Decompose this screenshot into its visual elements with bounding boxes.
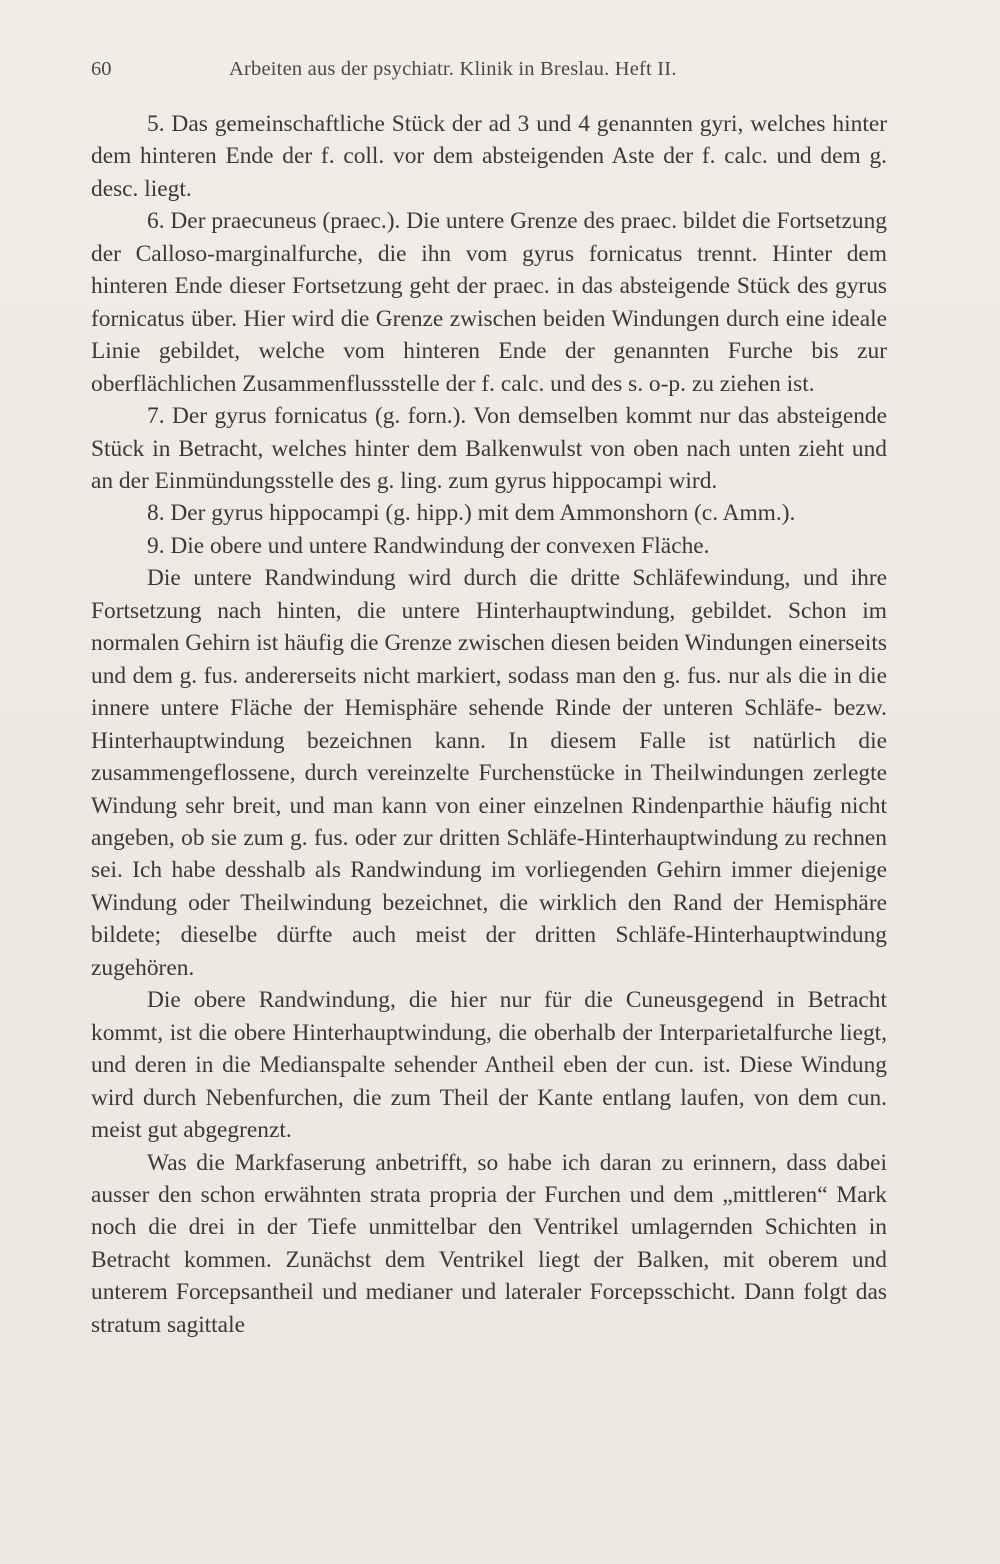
page-header <box>91 54 887 90</box>
body-text <box>91 108 887 1341</box>
paragraph-upper-marginal-gyrus: Die obere Randwindung, die hier nur für die Cuneusgegend in Betracht kommt, ist die obere Hinterhauptwindung, die oberhalb der Interparietalfurche liegt, und deren in die Medianspalte sehender Antheil eben der cun. ist. Diese Windung wird durch Nebenfurchen, die zum Theil der Kante entlang laufen, von dem cun. meist gut abgegrenzt. <box>91 987 887 1144</box>
paragraph-item-6: 6. Der praecuneus (praec.). Die untere Grenze des praec. bildet die Fortsetzung der Calloso-marginalfurche, die ihn vom gyrus fornicatus trennt. Hinter dem hinteren Ende dieser Fortsetzung geht der praec. in das absteigende Stück des gyrus fornicatus über. Hier wird die Grenze zwischen beiden Windungen durch eine ideale Linie gebildet, welche vom hinteren Ende der genannten Furche bis zur oberflächlichen Zusammenflussstelle der f. calc. und des s. o-p. zu ziehen ist. <box>91 208 887 397</box>
paragraph-lower-marginal-gyrus: Die untere Randwindung wird durch die dritte Schläfewindung, und ihre Fortsetzung nach hinten, die untere Hinterhauptwindung, gebildet. Schon im normalen Gehirn ist häufig die Grenze zwischen diesen beiden Windungen einerseits und dem g. fus. andererseits nicht markiert, sodass man den g. fus. nur als die in die innere untere Fläche der Hemisphäre sehende Rinde der unteren Schläfe- bezw. Hinterhauptwindung bezeichnen kann. In diesem Falle ist natürlich die zusammengeflossene, durch vereinzelte Furchenstücke in Theilwindungen zerlegte Windung sehr breit, und man kann von einer einzelnen Rindenparthie häufig nicht angeben, ob sie zum g. fus. oder zur dritten Schläfe-Hinterhauptwindung zu rechnen sei. Ich habe desshalb als Randwindung im vorliegenden Gehirn immer diejenige Windung oder Theilwindung bezeichnet, die wirklich den Rand der Hemisphäre bildete; dieselbe dürfte auch meist der dritten Schläfe-Hinterhauptwindung zugehören. <box>91 565 887 981</box>
running-head: Arbeiten aus der psychiatr. Klinik in Breslau. Heft II. <box>229 58 677 80</box>
paragraph-fiber-layers: Was die Markfaserung anbetrifft, so habe ich daran zu erinnern, dass dabei ausser den schon erwähnten strata propria der Furchen und dem „mittleren“ Mark noch die drei in der Tiefe unmittelbar den Ventrikel umlagernden Schichten in Betracht kommen. Zunächst dem Ventrikel liegt der Balken, mit oberem und unterem Forcepsantheil und medianer und lateraler Forcepsschicht. Dann folgt das stratum sagittale <box>91 1149 887 1338</box>
paragraph-item-7: 7. Der gyrus fornicatus (g. forn.). Von demselben kommt nur das absteigende Stück in Betracht, welches hinter dem Balkenwulst von oben nach unten zieht und an der Einmündungsstelle des g. ling. zum gyrus hippocampi wird. <box>91 403 887 494</box>
paragraph-item-8: 8. Der gyrus hippocampi (g. hipp.) mit dem Ammonshorn (c. Amm.). <box>147 500 796 527</box>
paragraph-item-5: 5. Das gemeinschaftliche Stück der ad 3 und 4 genannten gyri, welches hinter dem hinteren Ende der f. coll. vor dem absteigenden Aste der f. calc. und dem g. desc. liegt. <box>91 111 887 202</box>
page-number: 60 <box>91 58 112 80</box>
paragraph-item-9: 9. Die obere und untere Randwindung der convexen Fläche. <box>147 532 710 559</box>
